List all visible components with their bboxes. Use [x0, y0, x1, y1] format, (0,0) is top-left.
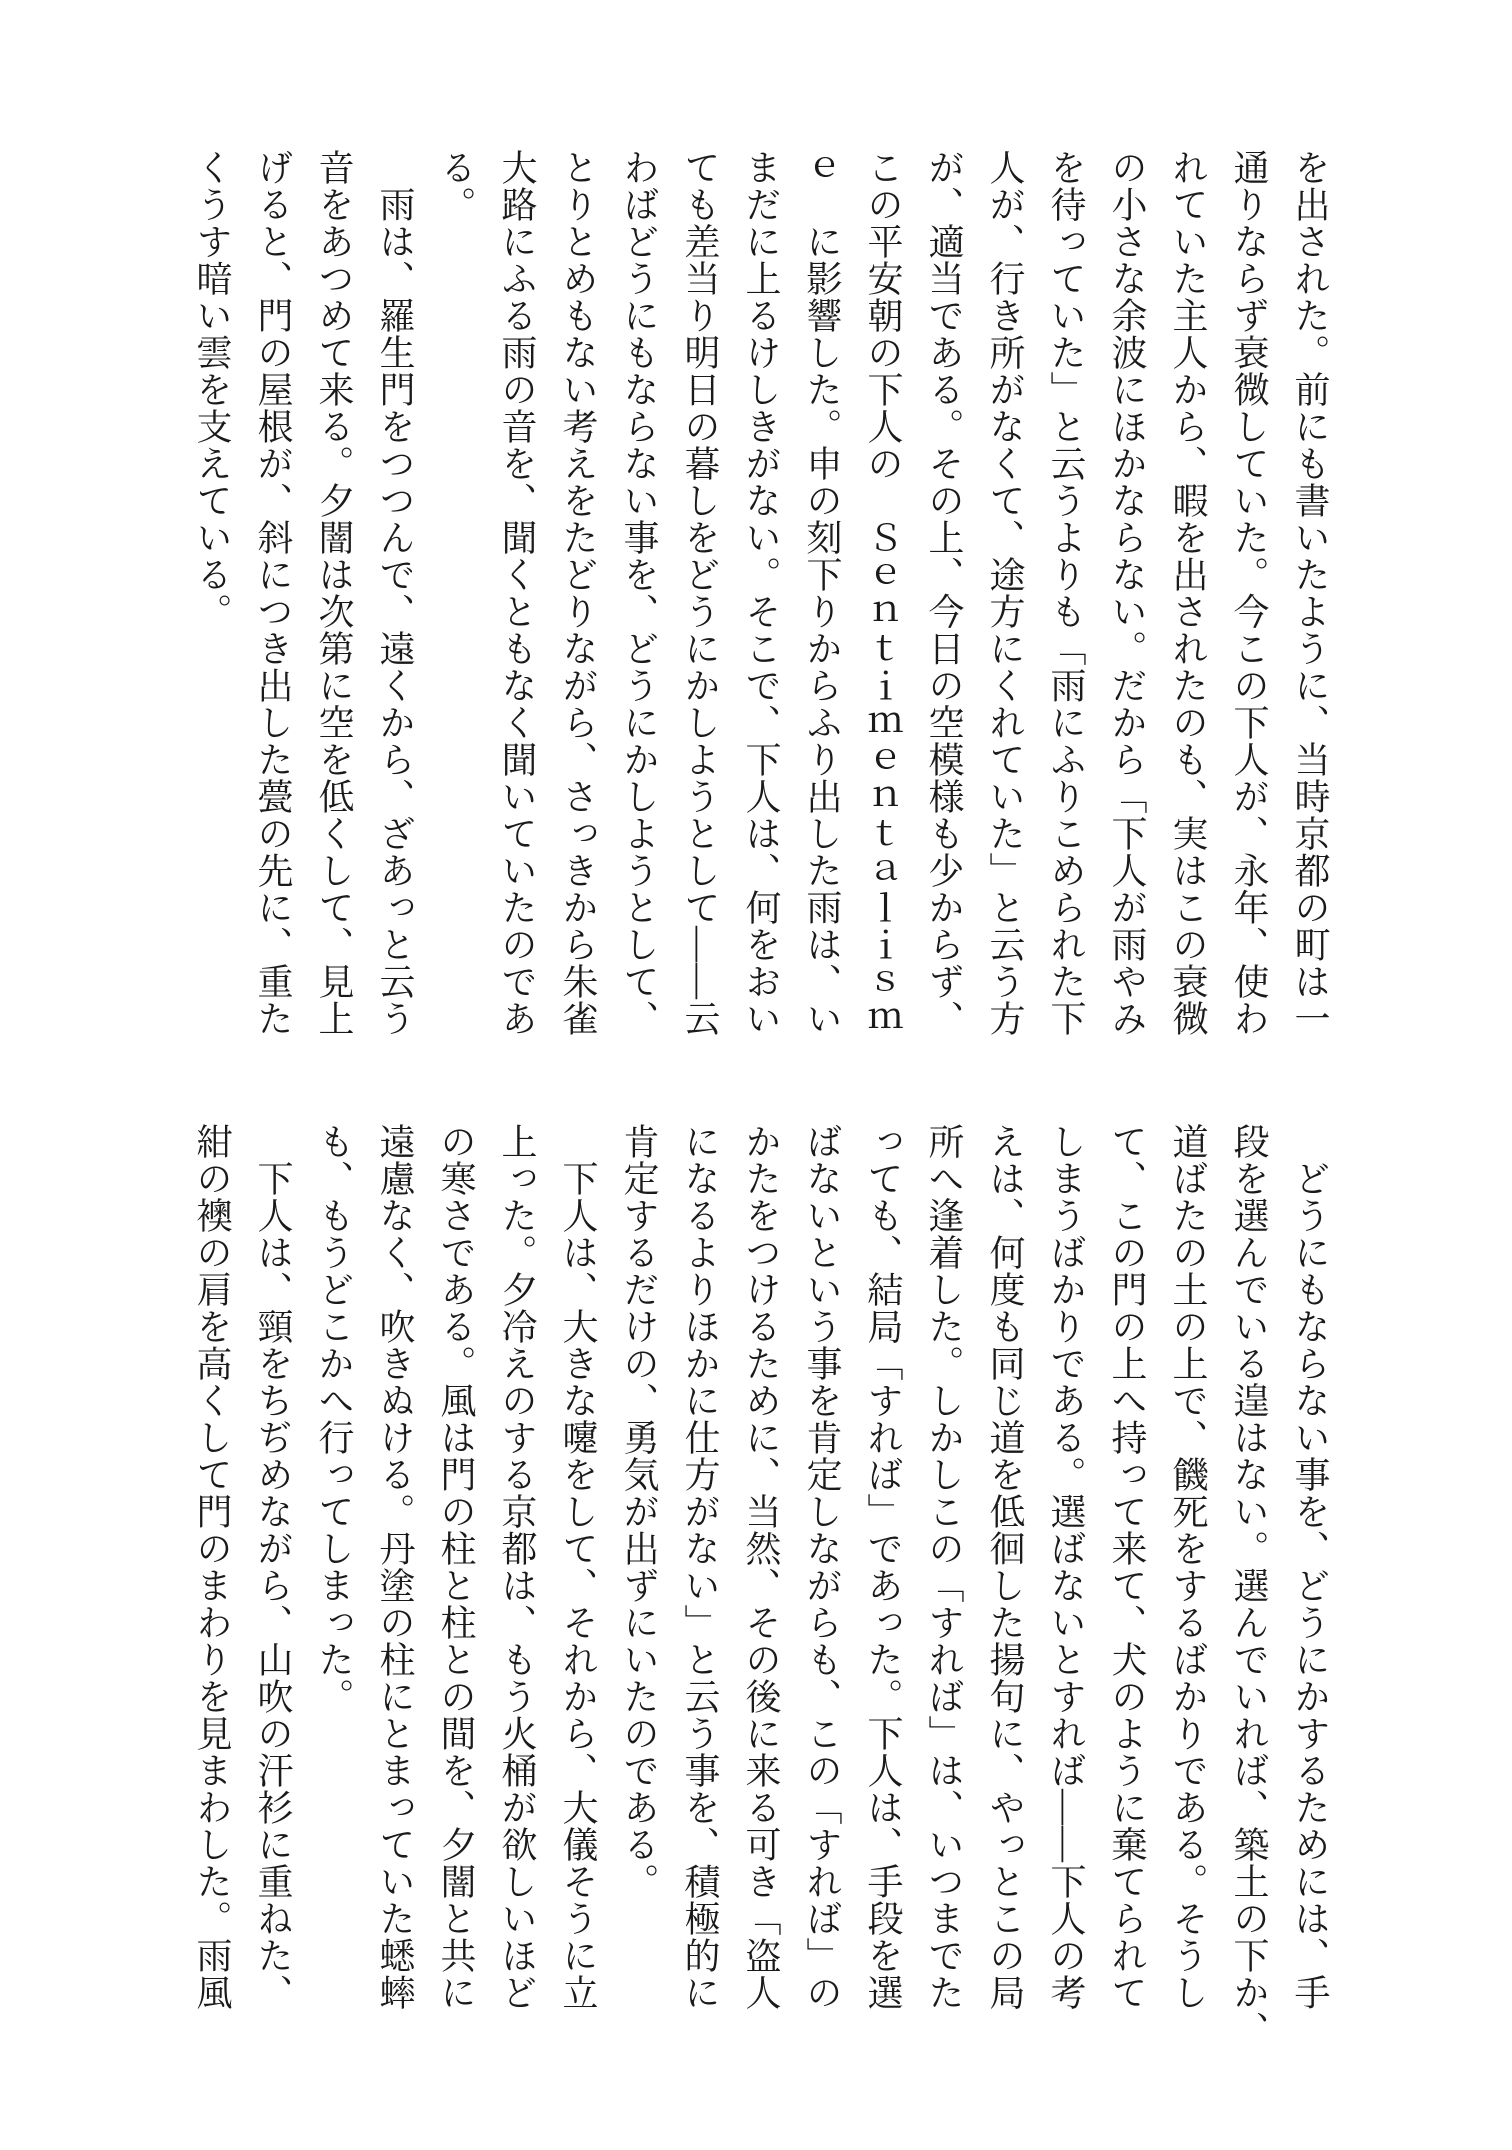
- text-column: っても、結局「すれば」であった。下人は、手段を選: [863, 1123, 903, 2011]
- text-column: この平安朝の下人の Ｓｅｎｔｉｍｅｎｔａｌｉｓｍ: [863, 149, 903, 1037]
- text-column: かたをつけるために、当然、その後に来る可き「盗人: [741, 1123, 781, 2011]
- text-column: わばどうにもならない事を、どうにかしようとして、: [619, 149, 659, 1037]
- text-column: まだに上るけしきがない。そこで、下人は、何をおい: [741, 149, 781, 1037]
- text-column: 段を選んでいる遑はない。選んでいれば、築土の下か、: [1229, 1123, 1269, 2048]
- text-column: る。: [436, 149, 476, 223]
- text-column: も、もうどこかへ行ってしまった。: [314, 1123, 354, 1715]
- bottom-page-text-block: [181, 1123, 1340, 2048]
- text-column: 肯定するだけの、勇気が出ずにいたのである。: [619, 1123, 659, 1900]
- text-column: 通りならず衰微していた。今この下人が、永年、使わ: [1229, 149, 1269, 1037]
- text-column: 大路にふる雨の音を、聞くともなく聞いていたのであ: [497, 149, 537, 1037]
- text-column: げると、門の屋根が、斜につき出した甍の先に、重た: [253, 149, 293, 1037]
- text-column: ても差当り明日の暮しをどうにかしようとして――云: [680, 149, 720, 1037]
- text-column: の寒さである。風は門の柱と柱との間を、夕闇と共に: [436, 1123, 476, 2011]
- text-column: とりとめもない考えをたどりながら、さっきから朱雀: [558, 149, 598, 1037]
- text-column: になるよりほかに仕方がない」と云う事を、積極的に: [680, 1123, 720, 2011]
- text-column: えは、何度も同じ道を低徊した揚句に、やっとこの局: [985, 1123, 1025, 2011]
- text-column: 道ばたの土の上で、饑死をするばかりである。そうし: [1168, 1123, 1208, 2011]
- text-column: 所へ逢着した。しかしこの「すれば」は、いつまでた: [924, 1123, 964, 2011]
- text-column: 下人は、大きな嚔をして、それから、大儀そうに立: [558, 1123, 598, 2011]
- text-column: 遠慮なく、吹きぬける。丹塗の柱にとまっていた蟋蟀: [375, 1123, 415, 2011]
- text-column: どうにもならない事を、どうにかするためには、手: [1290, 1123, 1330, 2011]
- text-column: 下人は、頸をちぢめながら、山吹の汗衫に重ねた、: [253, 1123, 293, 2011]
- text-column: しまうばかりである。選ばないとすれば――下人の考: [1046, 1123, 1086, 2011]
- text-column: くうす暗い雲を支えている。: [192, 149, 232, 630]
- text-column: が、適当である。その上、今日の空模様も少からず、: [924, 149, 964, 1037]
- text-column: を待っていた」と云うよりも「雨にふりこめられた下: [1046, 149, 1086, 1037]
- text-column: れていた主人から、暇を出されたのも、実はこの衰微: [1168, 149, 1208, 1037]
- text-column: ばないという事を肯定しながらも、この「すれば」の: [802, 1123, 842, 2011]
- text-column: ｅ に影響した。申の刻下りからふり出した雨は、い: [802, 149, 842, 1037]
- text-column: 雨は、羅生門をつつんで、遠くから、ざあっと云う: [375, 149, 415, 1037]
- top-page-text-block: [181, 149, 1340, 1041]
- text-column: 上った。夕冷えのする京都は、もう火桶が欲しいほど: [497, 1123, 537, 2011]
- text-column: て、この門の上へ持って来て、犬のように棄てられて: [1107, 1123, 1147, 2011]
- text-column: 人が、行き所がなくて、途方にくれていた」と云う方: [985, 149, 1025, 1037]
- text-column: を出された。前にも書いたように、当時京都の町は一: [1290, 149, 1330, 1037]
- text-column: 紺の襖の肩を高くして門のまわりを見まわした。雨風: [192, 1123, 232, 2011]
- text-column: 音をあつめて来る。夕闇は次第に空を低くして、見上: [314, 149, 354, 1037]
- text-column: の小さな余波にほかならない。だから「下人が雨やみ: [1107, 149, 1147, 1037]
